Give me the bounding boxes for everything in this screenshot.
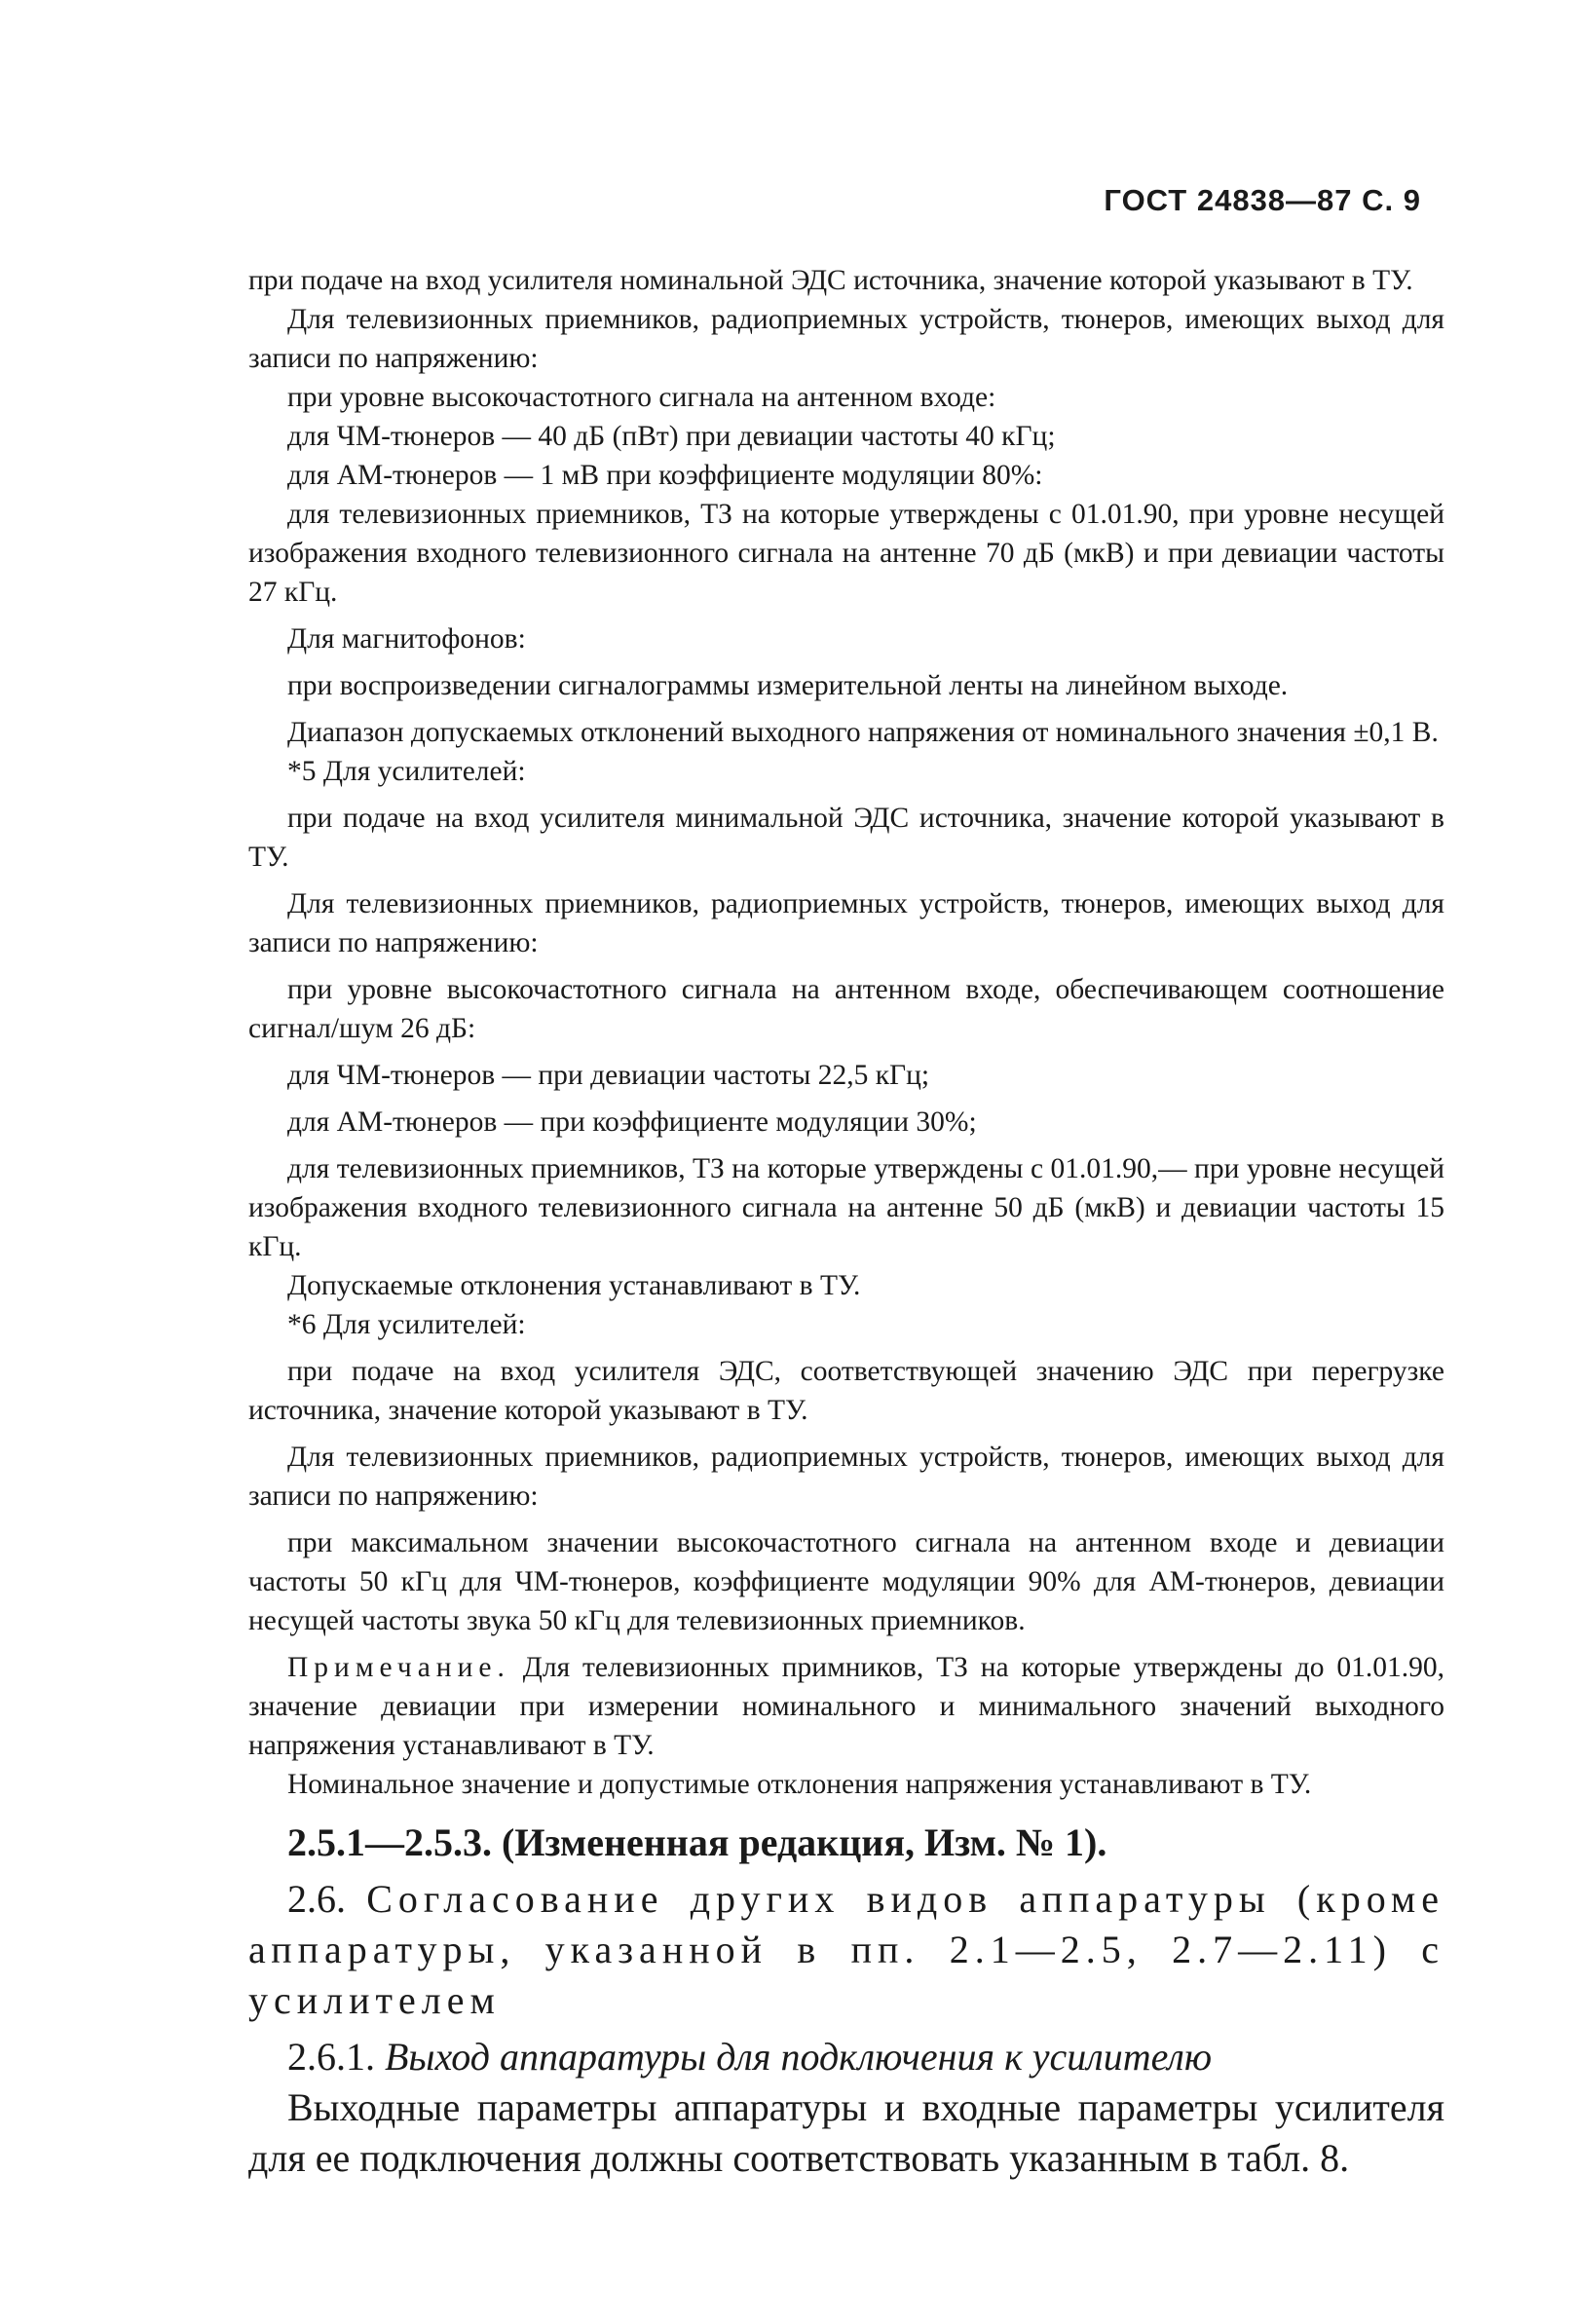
note-label: Примечание. xyxy=(287,1652,510,1683)
section-title: Согласование других видов аппаратуры (кроме аппаратуры, указанной в пп. 2.1—2.5, 2.7—2.11) с усилителем xyxy=(248,1877,1444,2022)
paragraph: при подаче на вход усилителя ЭДС, соответствующей значению ЭДС при перегрузке источника, значение которой указывают в ТУ. xyxy=(248,1356,1444,1426)
paragraph: Выходные параметры аппаратуры и входные параметры усилителя для ее подключения должны соответствовать указанным в табл. 8. xyxy=(248,2085,1444,2180)
paragraph: Для телевизионных приемников, радиоприемных устройств, тюнеров, имеющих выход для записи по напряжению: xyxy=(248,304,1444,374)
paragraph: для ЧМ-тюнеров — при девиации частоты 22,5 кГц; xyxy=(287,1060,930,1091)
section-heading-2-6-1 xyxy=(248,2032,1444,2082)
paragraph: для АМ-тюнеров — при коэффициенте модуляции 30%; xyxy=(287,1106,977,1138)
note-paragraph xyxy=(248,1648,1444,1765)
paragraph: Диапазон допускаемых отклонений выходного напряжения от номинального значения ±0,1 В. xyxy=(287,717,1439,748)
paragraph: для ЧМ-тюнеров — 40 дБ (пВт) при девиации частоты 40 кГц; xyxy=(287,421,1056,452)
section-title: Выход аппаратуры для подключения к усилителю xyxy=(385,2035,1213,2079)
section-number: 2.6. xyxy=(287,1877,346,1921)
amendment-note: 2.5.1—2.5.3. (Измененная редакция, Изм. № 1). xyxy=(287,1820,1107,1864)
paragraph: при подаче на вход усилителя номинальной ЭДС источника, значение которой указывают в ТУ. xyxy=(248,265,1413,296)
paragraph: при уровне высокочастотного сигнала на антенном входе: xyxy=(287,382,996,413)
paragraph: Для телевизионных приемников, радиоприемных устройств, тюнеров, имеющих выход для записи по напряжению: xyxy=(248,888,1444,958)
paragraph: для АМ-тюнеров — 1 мВ при коэффициенте модуляции 80%: xyxy=(287,460,1043,491)
large-text-block xyxy=(248,1818,1444,2184)
paragraph: Допускаемые отклонения устанавливают в ТУ. xyxy=(287,1270,861,1301)
paragraph: для телевизионных приемников, ТЗ на которые утверждены с 01.01.90, при уровне несущей изображения входного телевизионного сигнала на антенне 70 дБ (мкВ) и при девиации частоты 27 кГц. xyxy=(248,499,1444,608)
paragraph: при максимальном значении высокочастотного сигнала на антенном входе и девиации частоты 50 кГц для ЧМ-тюнеров, коэффициенте модуляции 90% для АМ-тюнеров, девиации несущей частоты звука 50 кГц для телевизионных приемников. xyxy=(248,1527,1444,1636)
paragraph: Для телевизионных приемников, радиоприемных устройств, тюнеров, имеющих выход для записи по напряжению: xyxy=(248,1442,1444,1512)
note-text: Для телевизионных примников, ТЗ на которые утверждены до 01.01.90, значение девиации при измерении номинального и минимального значений выходного напряжения устанавливают в ТУ. xyxy=(248,1652,1444,1761)
paragraph: при подаче на вход усилителя минимальной ЭДС источника, значение которой указывают в ТУ. xyxy=(248,803,1444,873)
paragraph: при воспроизведении сигналограммы измерительной ленты на линейном выходе. xyxy=(287,670,1289,701)
paragraph: Для магнитофонов: xyxy=(287,623,526,655)
section-number: 2.6.1. xyxy=(287,2035,375,2079)
paragraph: для телевизионных приемников, ТЗ на которые утверждены с 01.01.90,— при уровне несущей изображения входного телевизионного сигнала на антенне 50 дБ (мкВ) и девиации частоты 15 кГц. xyxy=(248,1153,1444,1262)
section-heading-2-6 xyxy=(248,1874,1444,2026)
footnote-marker-paragraph: *6 Для усилителей: xyxy=(287,1309,526,1340)
document-body xyxy=(248,261,1444,2184)
paragraph: Номинальное значение и допустимые отклонения напряжения устанавливают в ТУ. xyxy=(287,1769,1312,1800)
paragraph: при уровне высокочастотного сигнала на антенном входе, обеспечивающем соотношение сигнал/шум 26 дБ: xyxy=(248,974,1444,1044)
page-header: ГОСТ 24838—87 С. 9 xyxy=(1104,183,1421,217)
footnote-marker-paragraph: *5 Для усилителей: xyxy=(287,756,526,787)
